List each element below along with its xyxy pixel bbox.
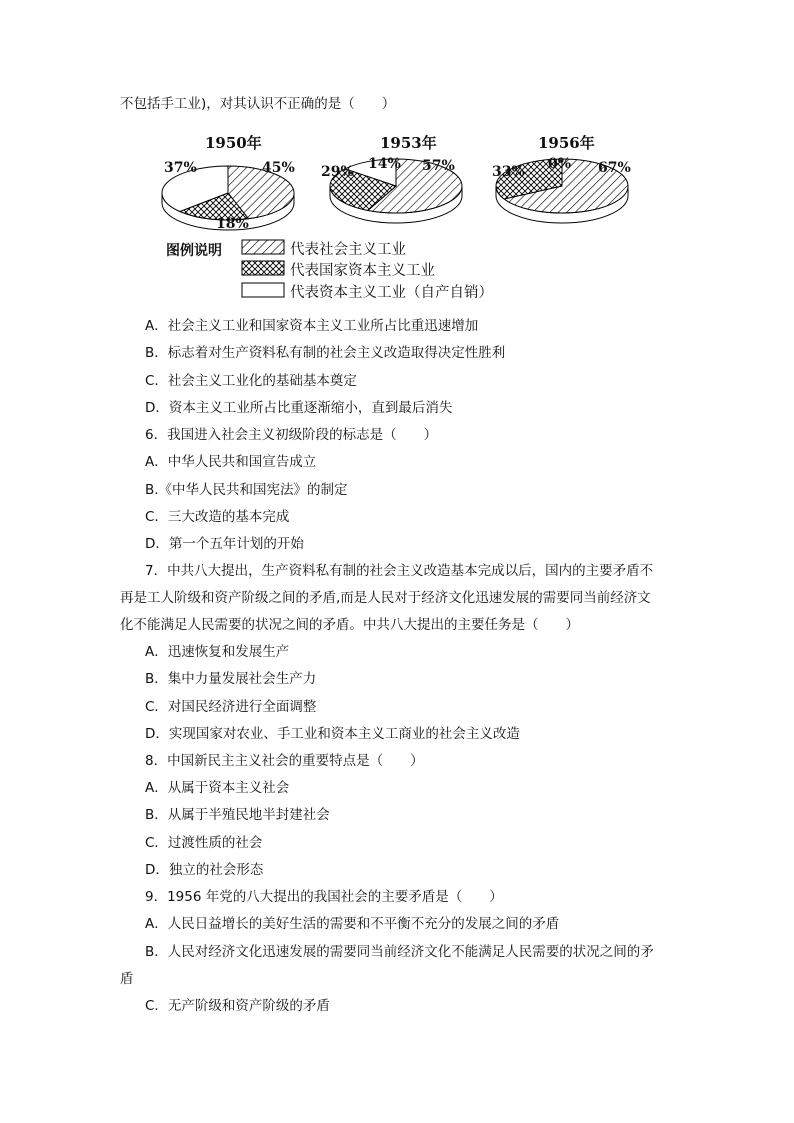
q6-option-b: B.《中华人民共和国宪法》的制定 xyxy=(145,482,348,498)
q6-stem: 6．我国进入社会主义初级阶段的标志是（ ） xyxy=(145,427,438,443)
q9-option-b-cont: 盾 xyxy=(120,971,134,987)
q9-stem: 9．1956 年党的八大提出的我国社会的主要矛盾是（ ） xyxy=(145,889,503,905)
legend-swatch-blank xyxy=(242,283,284,297)
q5-option-d: D．资本主义工业所占比重逐渐缩小，直到最后消失 xyxy=(145,400,453,416)
q8-option-d: D．独立的社会形态 xyxy=(145,862,264,878)
q7-option-d: D．实现国家对农业、手工业和资本主义工商业的社会主义改造 xyxy=(145,726,520,742)
q5-option-c: C．社会主义工业化的基础基本奠定 xyxy=(145,373,357,389)
pct-1953-capitalist: 14% xyxy=(368,156,401,172)
legend-swatch-cross xyxy=(242,261,284,275)
pct-1950-capitalist: 37% xyxy=(164,160,197,176)
pct-1950-state: 18% xyxy=(216,216,249,232)
q5-option-b: B．标志着对生产资料私有制的社会主义改造取得决定性胜利 xyxy=(145,345,506,361)
q9-option-b: B．人民对经济文化迅速发展的需要同当前经济文化不能满足人民需要的状况之间的矛 xyxy=(145,944,654,960)
intro-line: 不包括手工业)，对其认识不正确的是（ ） xyxy=(120,96,396,112)
chart-title-1950: 1950年 xyxy=(205,134,262,152)
legend-item-state: 代表国家资本主义工业 xyxy=(290,263,435,279)
q7-option-b: B．集中力量发展社会生产力 xyxy=(145,671,317,687)
legend-title: 图例说明 xyxy=(166,243,222,259)
pct-1956-capitalist: 0% xyxy=(548,156,572,172)
q7-option-a: A．迅速恢复和发展生产 xyxy=(145,644,290,660)
pct-1953-state: 29% xyxy=(321,164,354,180)
q8-option-b: B．从属于半殖民地半封建社会 xyxy=(145,807,330,823)
q6-option-d: D．第一个五年计划的开始 xyxy=(145,536,304,552)
q8-option-a: A．从属于资本主义社会 xyxy=(145,780,290,796)
chart-title-1953: 1953年 xyxy=(380,134,437,152)
legend-item-capitalist: 代表资本主义工业（自产自销） xyxy=(290,285,493,301)
q7-stem-line-3: 化不能满足人民需要的状况之间的矛盾。中共八大提出的主要任务是（ ） xyxy=(120,617,579,633)
pie-charts-figure xyxy=(150,128,650,303)
pct-1956-socialist: 67% xyxy=(598,160,631,176)
pct-1953-socialist: 57% xyxy=(422,158,455,174)
q9-option-c: C．无产阶级和资产阶级的矛盾 xyxy=(145,998,330,1014)
q6-option-a: A．中华人民共和国宣告成立 xyxy=(145,454,317,470)
q5-option-a: A．社会主义工业和国家资本主义工业所占比重迅速增加 xyxy=(145,318,479,334)
q8-stem: 8．中国新民主主义社会的重要特点是（ ） xyxy=(145,753,424,769)
legend-swatch-hatch xyxy=(242,240,284,254)
q7-option-c: C．对国民经济进行全面调整 xyxy=(145,699,317,715)
legend-item-socialist: 代表社会主义工业 xyxy=(290,242,406,258)
q9-option-a: A．人民日益增长的美好生活的需要和不平衡不充分的发展之间的矛盾 xyxy=(145,916,560,932)
q7-stem-line-1: 7．中共八大提出，生产资料私有制的社会主义改造基本完成以后，国内的主要矛盾不 xyxy=(145,563,654,579)
q7-stem-line-2: 再是工人阶级和资产阶级之间的矛盾,而是人民对于经济文化迅速发展的需要同当前经济文 xyxy=(120,590,651,606)
q6-option-c: C．三大改造的基本完成 xyxy=(145,509,290,525)
q8-option-c: C．过渡性质的社会 xyxy=(145,835,263,851)
pct-1956-state: 33% xyxy=(492,164,525,180)
pct-1950-socialist: 45% xyxy=(262,160,295,176)
chart-title-1956: 1956年 xyxy=(538,134,595,152)
